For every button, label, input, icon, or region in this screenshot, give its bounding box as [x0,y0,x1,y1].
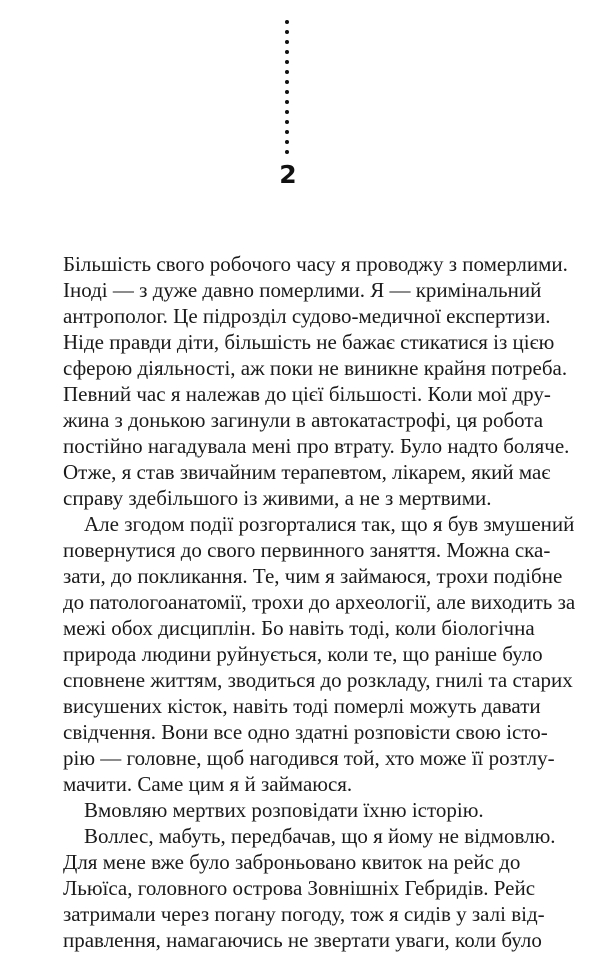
text-line: рію — головне, щоб нагодився той, хто може її розтлу- [63,746,555,770]
text-line: Льюїса, головного острова Зовнішніх Гебридів. Рейс [63,876,536,900]
ornament-dot [285,60,289,64]
ornament-dot [285,110,289,114]
text-line: Більшість свого робочого часу я проводжу з померлими. [63,252,568,276]
ornament-dot [285,130,289,134]
text-line: Певний час я належав до цієї більшості. Коли мої дру- [63,382,551,406]
text-line: мачити. Саме цим я й займаюся. [63,772,353,796]
ornament-dot [285,90,289,94]
text-line: природа людини руйнується, коли те, що раніше було [63,642,543,666]
text-line: антрополог. Це підрозділ судово-медичної експертизи. [63,304,551,328]
ornament-dot [285,70,289,74]
text-line: затримали через погану погоду, тож я сидів у залі від- [63,902,545,926]
text-line: Вмовляю мертвих розповідати їхню історію. [84,798,484,822]
text-line: сферою діяльності, аж поки не виникне крайня потреба. [63,356,568,380]
ornament-dot [285,50,289,54]
text-line: висушених кісток, навіть тоді померлі можуть давати [63,694,541,718]
text-line: сповнене життям, зводиться до розкладу, гнилі та старих [63,668,573,692]
text-line: постійно нагадувала мені про втрату. Було надто боляче. [63,434,570,458]
text-line: Для мене вже було заброньовано квиток на рейс до [63,850,521,874]
chapter-number: 2 [279,160,297,189]
ornament-dot [285,150,289,154]
text-line: повернутися до свого первинного заняття. Можна ска- [63,538,551,562]
text-line: Воллес, мабуть, передбачав, що я йому не відмовлю. [84,824,556,848]
text-line: справу здебільшого із живими, а не з мертвими. [63,486,492,510]
ornament-dot [285,20,289,24]
ornament-dot [285,30,289,34]
text-line: межі обох дисциплін. Бо навіть тоді, коли біологічна [63,616,535,640]
text-line: Ніде правди діти, більшість не бажає стикатися із цією [63,330,555,354]
ornament-dot [285,40,289,44]
text-line: Отже, я став звичайним терапевтом, лікарем, який має [63,460,551,484]
chapter-ornament-dotted-rule [283,20,291,160]
ornament-dot [285,80,289,84]
ornament-dot [285,120,289,124]
ornament-dot [285,140,289,144]
body-text [63,251,576,953]
text-line: до патологоанатомії, трохи до археології, але виходить за [63,590,576,614]
text-line: Іноді — з дуже давно померлими. Я — кримінальний [63,278,542,302]
text-line: Але згодом події розгорталися так, що я був змушений [84,512,575,536]
text-line: правлення, намагаючись не звертати уваги, коли було [63,928,542,952]
text-line: свідчення. Вони все одно здатні розповісти свою істо- [63,720,548,744]
text-line: жина з донькою загинули в автокатастрофі, ця робота [63,408,544,432]
ornament-dot [285,100,289,104]
text-line: зати, до покликання. Те, чим я займаюся, трохи подібне [63,564,563,588]
